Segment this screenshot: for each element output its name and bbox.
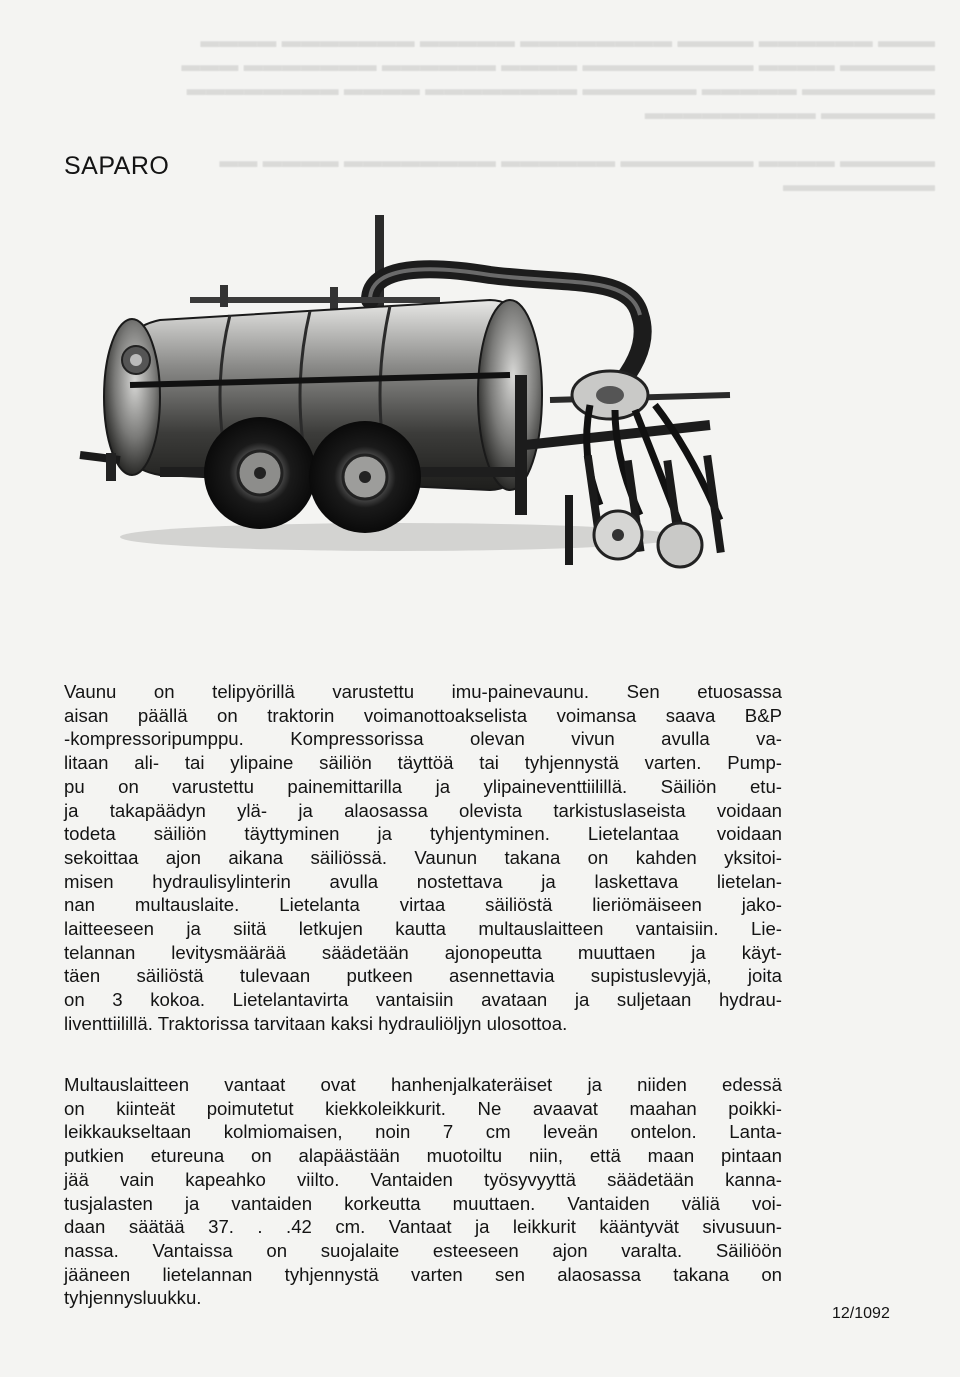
paragraph-line: putkien etureuna on alapäästään muotoiltu niin, että maan pintaan	[64, 1145, 782, 1167]
paragraph-line: daan säätää 37. . .42 cm. Vantaat ja leikkurit kääntyvät sivusuun-	[64, 1216, 782, 1238]
bleed-through-texture: ▬▬▬ ▬▬▬▬▬▬ ▬▬▬▬ ▬▬▬▬▬▬▬▬ ▬▬▬▬▬ ▬▬▬▬▬▬▬ ▬▬▬▬ ▬▬▬▬▬ ▬▬▬▬ ▬▬▬▬▬▬▬▬▬ ▬▬▬▬ ▬▬▬▬▬▬ ▬▬▬▬▬▬▬ ▬▬▬ ▬▬▬▬▬▬▬ ▬▬▬▬▬ ▬▬▬▬▬▬ ▬▬▬▬▬▬▬▬ ▬▬▬▬ ▬▬▬▬▬▬▬▬ ▬▬▬▬▬▬ ▬▬▬▬▬▬▬▬▬ ▬▬▬▬▬ ▬▬▬▬ ▬▬▬▬▬▬▬ ▬▬▬▬▬▬ ▬▬▬▬▬▬▬▬ ▬▬▬▬ ▬▬ ▬▬▬▬▬▬▬▬	[181, 31, 935, 196]
paragraph-line: Multauslaitteen vantaat ovat hanhenjalkateräiset ja niiden edessä	[64, 1074, 782, 1095]
paragraph-line: Vaunu on telipyörillä varustettu imu-painevaunu. Sen etuosassa	[64, 681, 782, 702]
paragraph-line: telannan levitysmäärää säädetään ajonopeutta muuttaen ja käyt-	[64, 941, 782, 963]
paragraph-line: on 3 kokoa. Lietelantavirta vantaisiin avataan ja suljetaan hydrau-	[64, 989, 782, 1011]
paragraph-2	[64, 1073, 782, 1310]
paragraph-line: litaan ali- tai ylipaine säiliön täyttöä tai tyhjennystä varten. Pump-	[64, 752, 782, 774]
paragraph-line: jääneen lietelannan tyhjennystä varten sen alaosassa takana on	[64, 1263, 782, 1285]
page-title: SAPARO	[64, 152, 170, 180]
paragraph-line: tyhjennysluukku.	[64, 1287, 202, 1309]
paragraph-line: nan multauslaite. Lietelanta virtaa säiliöstä lieriömäiseen jako-	[64, 894, 782, 916]
paragraph-line: aisan päällä on traktorin voimanottoakselista voimansa saava B&P	[64, 704, 782, 726]
paragraph-line: ja takapäädyn ylä- ja alaosassa olevista tarkistuslaseista voidaan	[64, 799, 782, 821]
paragraph-line: jää vain kapeahko viilto. Vantaiden työsyvyyttä säädetään kanna-	[64, 1168, 782, 1190]
paragraph-line: nassa. Vantaissa on suojalaite esteeseen ajon varalta. Säiliöön	[64, 1239, 782, 1261]
paragraph-line: tusjalasten ja vantaiden korkeutta muuttaen. Vantaiden väliä voi-	[64, 1192, 782, 1214]
paragraph-line: todeta säiliön täyttyminen ja tyhjentyminen. Lietelantaa voidaan	[64, 823, 782, 845]
paragraph-line: pu on varustettu painemittarilla ja ylipaineventtiilillä. Säiliön etu-	[64, 775, 782, 797]
paragraph-line: laitteeseen ja siitä letkujen kautta multauslaitteen vantaisiin. Lie-	[64, 918, 782, 940]
paragraph-line: liventtiilillä. Traktorissa tarvitaan kaksi hydrauliöljyn ulosottoa.	[64, 1012, 568, 1034]
paragraph-1	[64, 680, 782, 1036]
page-number: 12/1092	[832, 1305, 890, 1322]
slurry-tanker-photo-icon	[70, 205, 770, 625]
paragraph-line: misen hydraulisylinterin avulla nostettava ja laskettava lietelan-	[64, 870, 782, 892]
paragraph-line: sekoittaa ajon aikana säiliössä. Vaunun takana on kahden yksitoi-	[64, 846, 782, 868]
paragraph-line: täen säiliöstä tulevaan putkeen asennettavia supistuslevyjä, joita	[64, 965, 782, 987]
paragraph-line: on kiinteät poimutetut kiekkoleikkurit. Ne avaavat maahan poikki-	[64, 1097, 782, 1119]
paragraph-line: leikkaukseltaan kolmiomaisen, noin 7 cm leveän ontelon. Lanta-	[64, 1121, 782, 1143]
paragraph-line: -kompressoripumppu. Kompressorissa olevan vivun avulla va-	[64, 728, 782, 750]
